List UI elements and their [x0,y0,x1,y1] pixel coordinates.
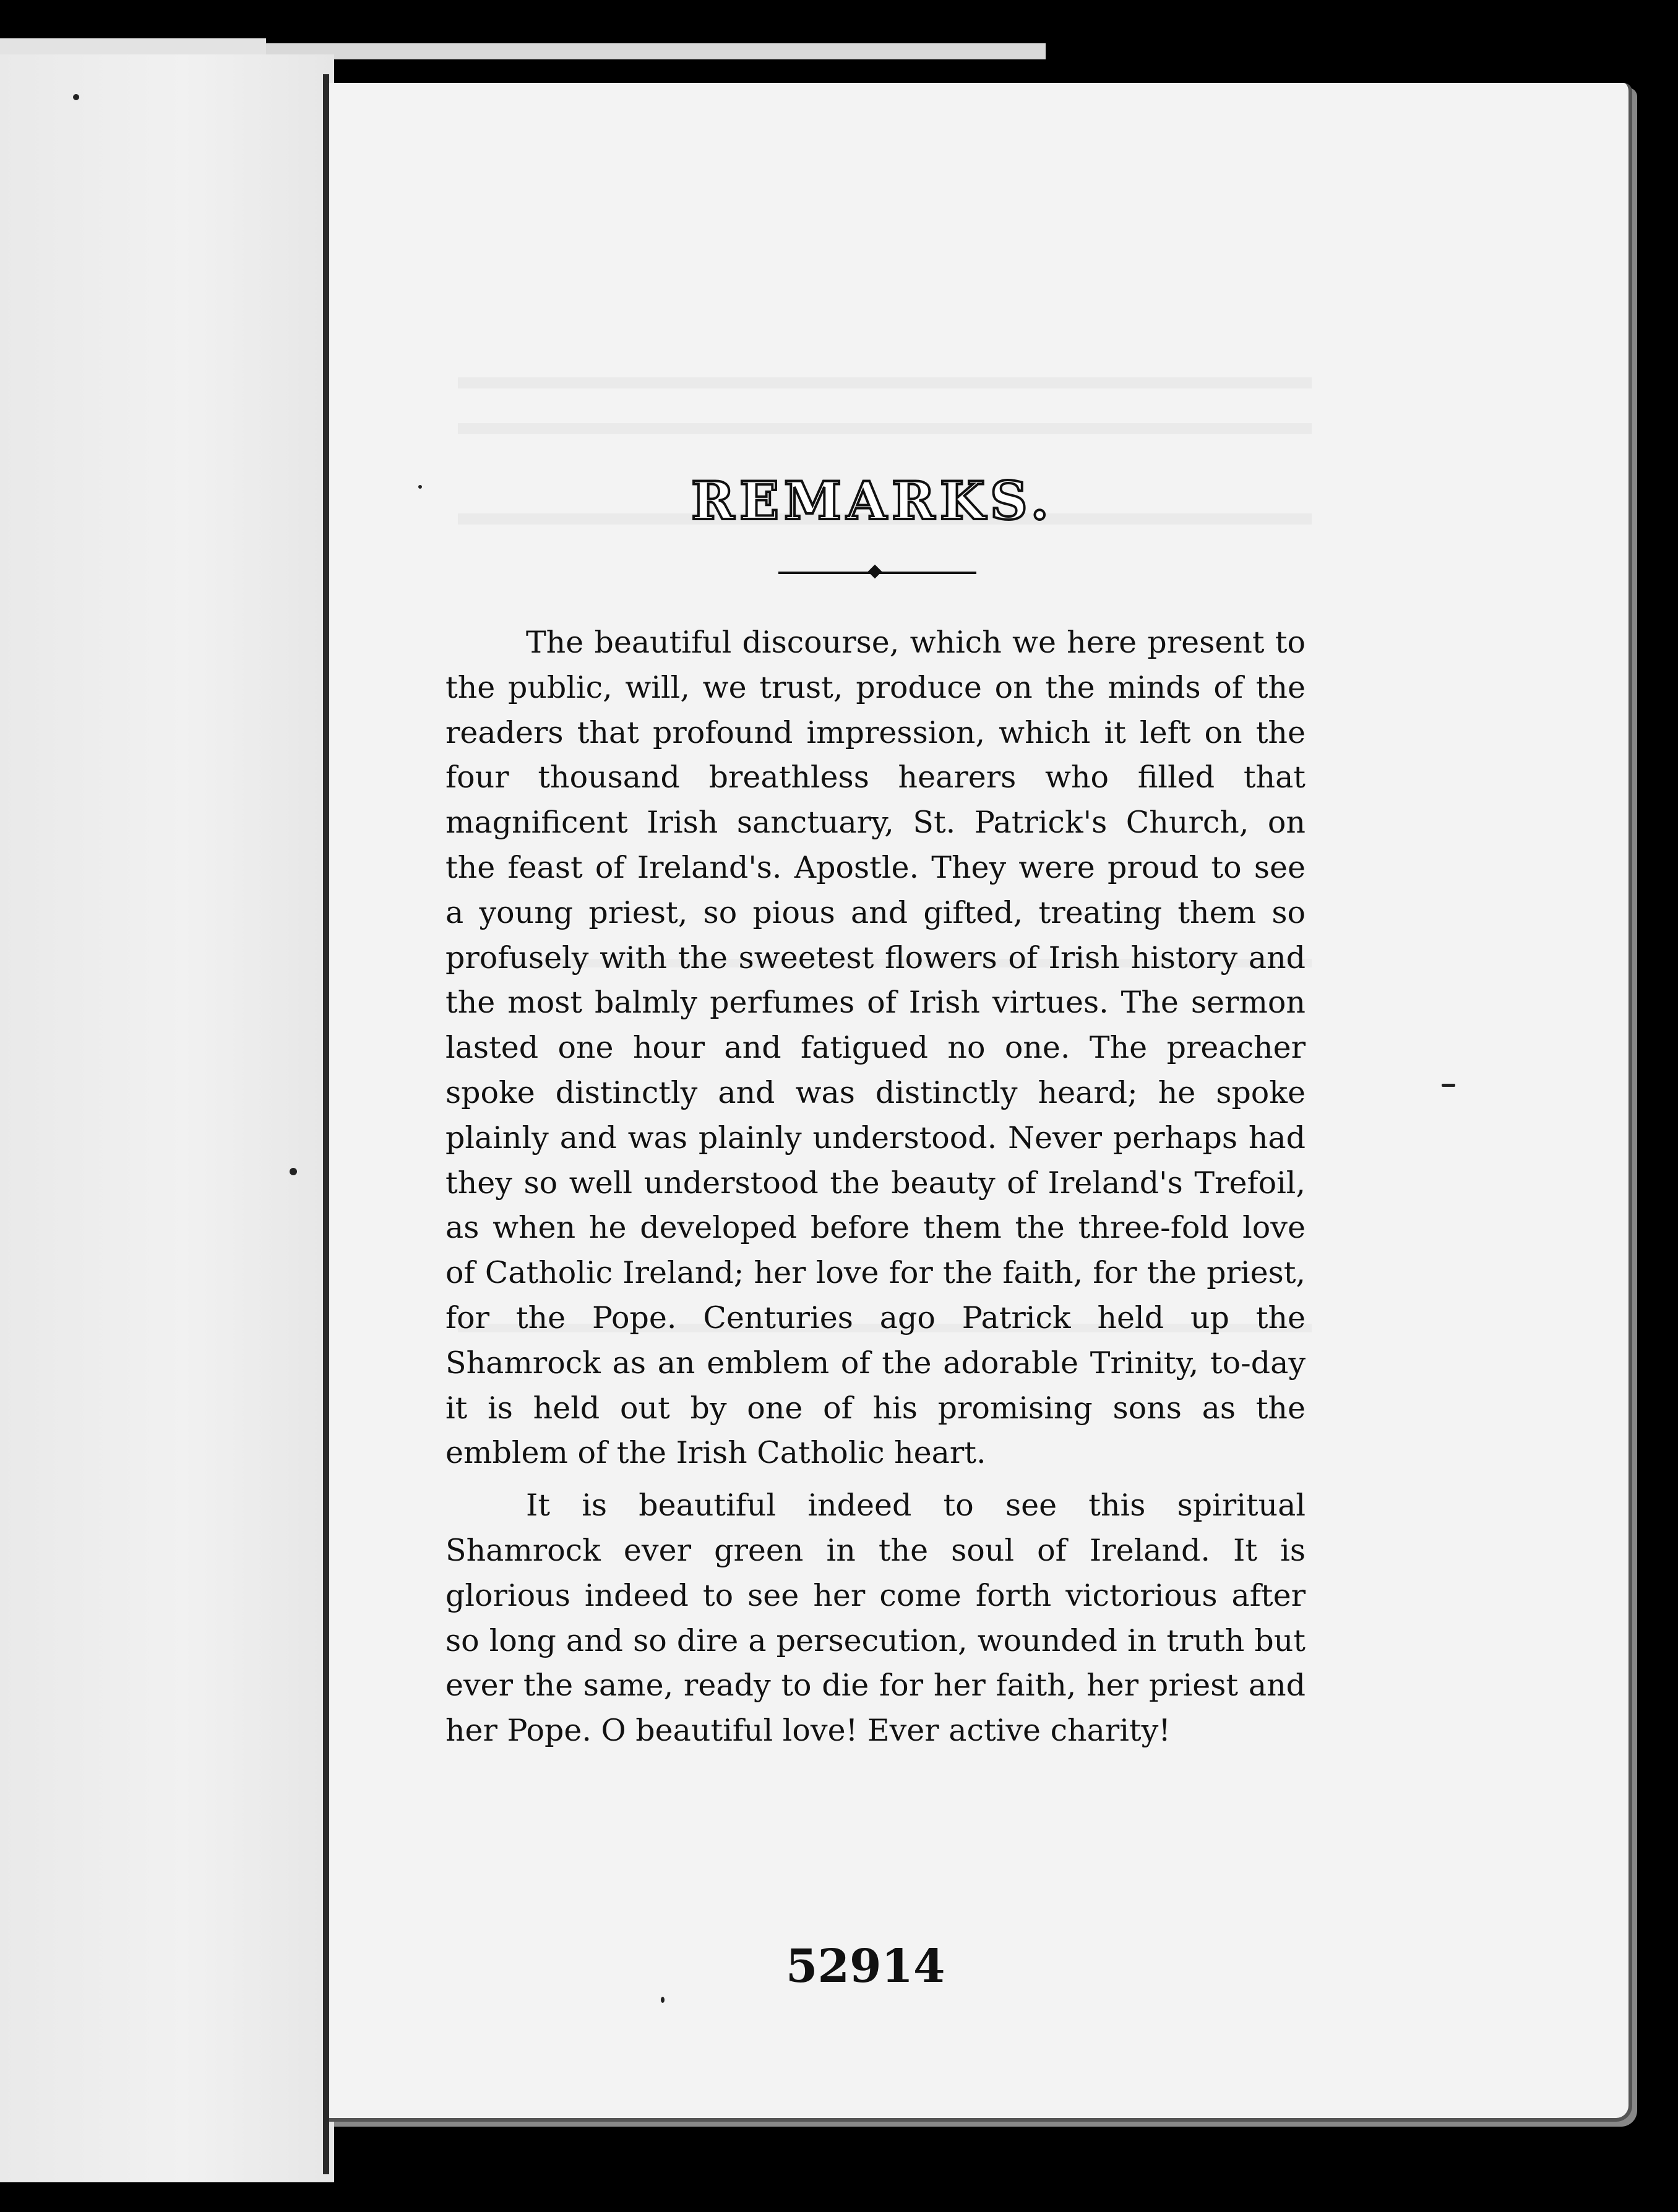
gutter-fold [323,74,329,2174]
page-heading: REMARKS. [691,470,1054,531]
body-text [445,620,1306,1754]
scan-speck [290,1168,297,1175]
facing-page [0,54,334,2182]
paragraph-2: It is beautiful indeed to see this spiritual Shamrock ever green in the soul of Ireland. It is glorious indeed to see her come forth victorious after so long and so dire a persecution, wounded in truth but ever the same, ready to die for her faith, her priest and her Pope. O beautiful love! Ever active charity! [445,1488,1306,1749]
scan-speck [1442,1084,1455,1087]
page-number: 52914 [786,1940,945,1993]
paragraph-1: The beautiful discourse, which we here present to the public, will, we trust, produce on the minds of the readers that profound impression, which it left on the four thousand breathless hearers who filled that magnificent Irish sanctuary, St. Patrick's Church, on the feast of Ireland's. Apostle. They were proud to see a young priest, so pious and gifted, treating them so profusely with the sweetest flowers of Irish history and the most balmly perfumes of Irish virtues. The sermon lasted one hour and fatigued no one. The preacher spoke distinctly and was distinctly heard; he spoke plainly and was plainly understood. Never perhaps had they so well understood the beauty of Ireland's Trefoil, as when he developed before them the three-fold love of Catholic Ireland; her love for the faith, for the priest, for the Pope. Centuries ago Patrick held up the Shamrock as an emblem of the adorable Trinity, to-day it is held out by one of his promising sons as the emblem of the Irish Catholic heart. [445,625,1306,1471]
scan-speck [661,1997,665,2003]
scan-speck [73,94,79,100]
scan-speck [418,485,422,489]
